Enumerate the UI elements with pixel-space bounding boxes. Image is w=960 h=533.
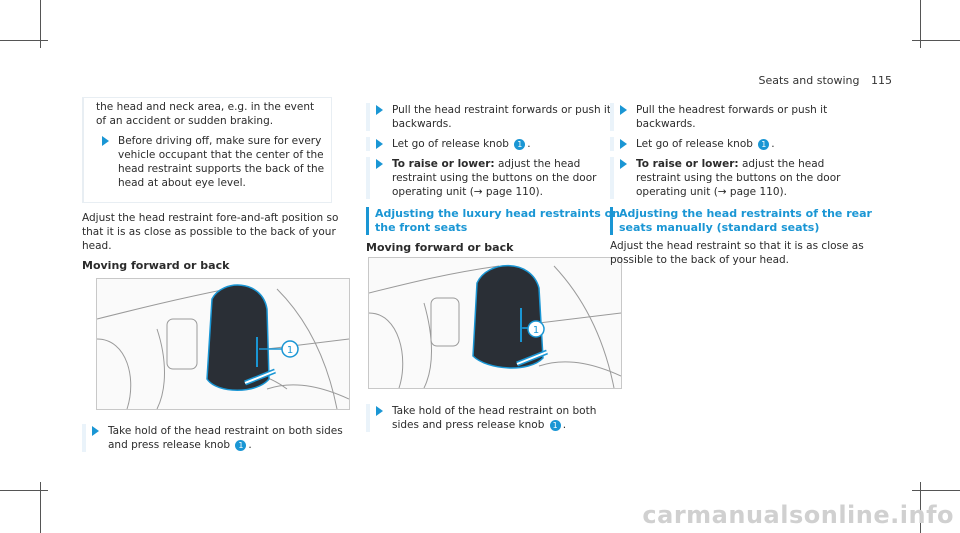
knob-1-icon: 1 bbox=[758, 139, 769, 150]
paragraph: Adjust the head restraint so that it is as close as possible to the back of your head. bbox=[610, 240, 864, 266]
note-intro: the head and neck area, e.g. in the event of an accident or sudden braking. bbox=[96, 101, 315, 127]
page-header bbox=[758, 74, 892, 87]
step-press-knob: Take hold of the head restraint on both sides and press release knob 1 . bbox=[82, 424, 350, 452]
callout-1: 1 bbox=[532, 325, 540, 336]
watermark: carmanualsonline.info bbox=[642, 501, 954, 529]
crop-mark bbox=[0, 40, 48, 41]
crop-mark bbox=[912, 490, 960, 491]
column-2 bbox=[366, 97, 622, 255]
safety-note bbox=[82, 97, 332, 203]
callout-1: 1 bbox=[286, 345, 294, 356]
step-pull: Pull the headrest forwards or push it backwards. bbox=[610, 103, 872, 131]
bullet-arrow-icon bbox=[620, 159, 627, 169]
column-1-steps bbox=[82, 418, 350, 458]
figure-headrest-1 bbox=[96, 278, 350, 410]
bullet-arrow-icon bbox=[92, 426, 99, 436]
bullet-arrow-icon bbox=[376, 159, 383, 169]
bullet-arrow-icon bbox=[376, 406, 383, 416]
bullet-arrow-icon bbox=[620, 139, 627, 149]
bullet-arrow-icon bbox=[376, 105, 383, 115]
bullet-arrow-icon bbox=[620, 105, 627, 115]
bullet-arrow-icon bbox=[102, 136, 109, 146]
subheading: Moving forward or back bbox=[366, 241, 514, 254]
crop-mark bbox=[0, 490, 48, 491]
step-raise-lower: To raise or lower: adjust the head restraint using the buttons on the door operating unit (→ page 110). bbox=[366, 157, 622, 199]
crop-mark bbox=[912, 40, 960, 41]
step-let-go: Let go of release knob 1 . bbox=[366, 137, 622, 151]
step-let-go: Let go of release knob 1 . bbox=[610, 137, 872, 151]
column-2-steps bbox=[366, 398, 622, 438]
note-bullet: Before driving off, make sure for every vehicle occupant that the center of the head restraint supports the back of the head at about eye level. bbox=[96, 134, 325, 190]
section-title: Seats and stowing bbox=[758, 74, 860, 87]
step-raise-lower: To raise or lower: adjust the head restraint using the buttons on the door operating unit (→ page 110). bbox=[610, 157, 872, 199]
section-heading: Adjusting the luxury head restraints on the front seats bbox=[366, 207, 622, 235]
column-3 bbox=[610, 97, 872, 267]
column-1 bbox=[82, 97, 350, 273]
headrest-illustration bbox=[369, 258, 621, 388]
page-reference[interactable]: (→ page 110). bbox=[713, 186, 787, 198]
figure-headrest-2 bbox=[368, 257, 622, 389]
page-reference[interactable]: (→ page 110). bbox=[469, 186, 543, 198]
step-pull: Pull the head restraint forwards or push it backwards. bbox=[366, 103, 622, 131]
step-press-knob: Take hold of the head restraint on both sides and press release knob 1 . bbox=[366, 404, 622, 432]
page-number: 115 bbox=[871, 74, 892, 87]
section-heading: Adjusting the head restraints of the rear seats manually (standard seats) bbox=[610, 207, 872, 235]
knob-1-icon: 1 bbox=[514, 139, 525, 150]
knob-1-icon: 1 bbox=[550, 420, 561, 431]
bullet-arrow-icon bbox=[376, 139, 383, 149]
paragraph: Adjust the head restraint fore-and-aft position so that it is as close as possible to the back of your head. bbox=[82, 212, 339, 252]
headrest-illustration bbox=[97, 279, 349, 409]
knob-1-icon: 1 bbox=[235, 440, 246, 451]
subheading: Moving forward or back bbox=[82, 259, 230, 272]
